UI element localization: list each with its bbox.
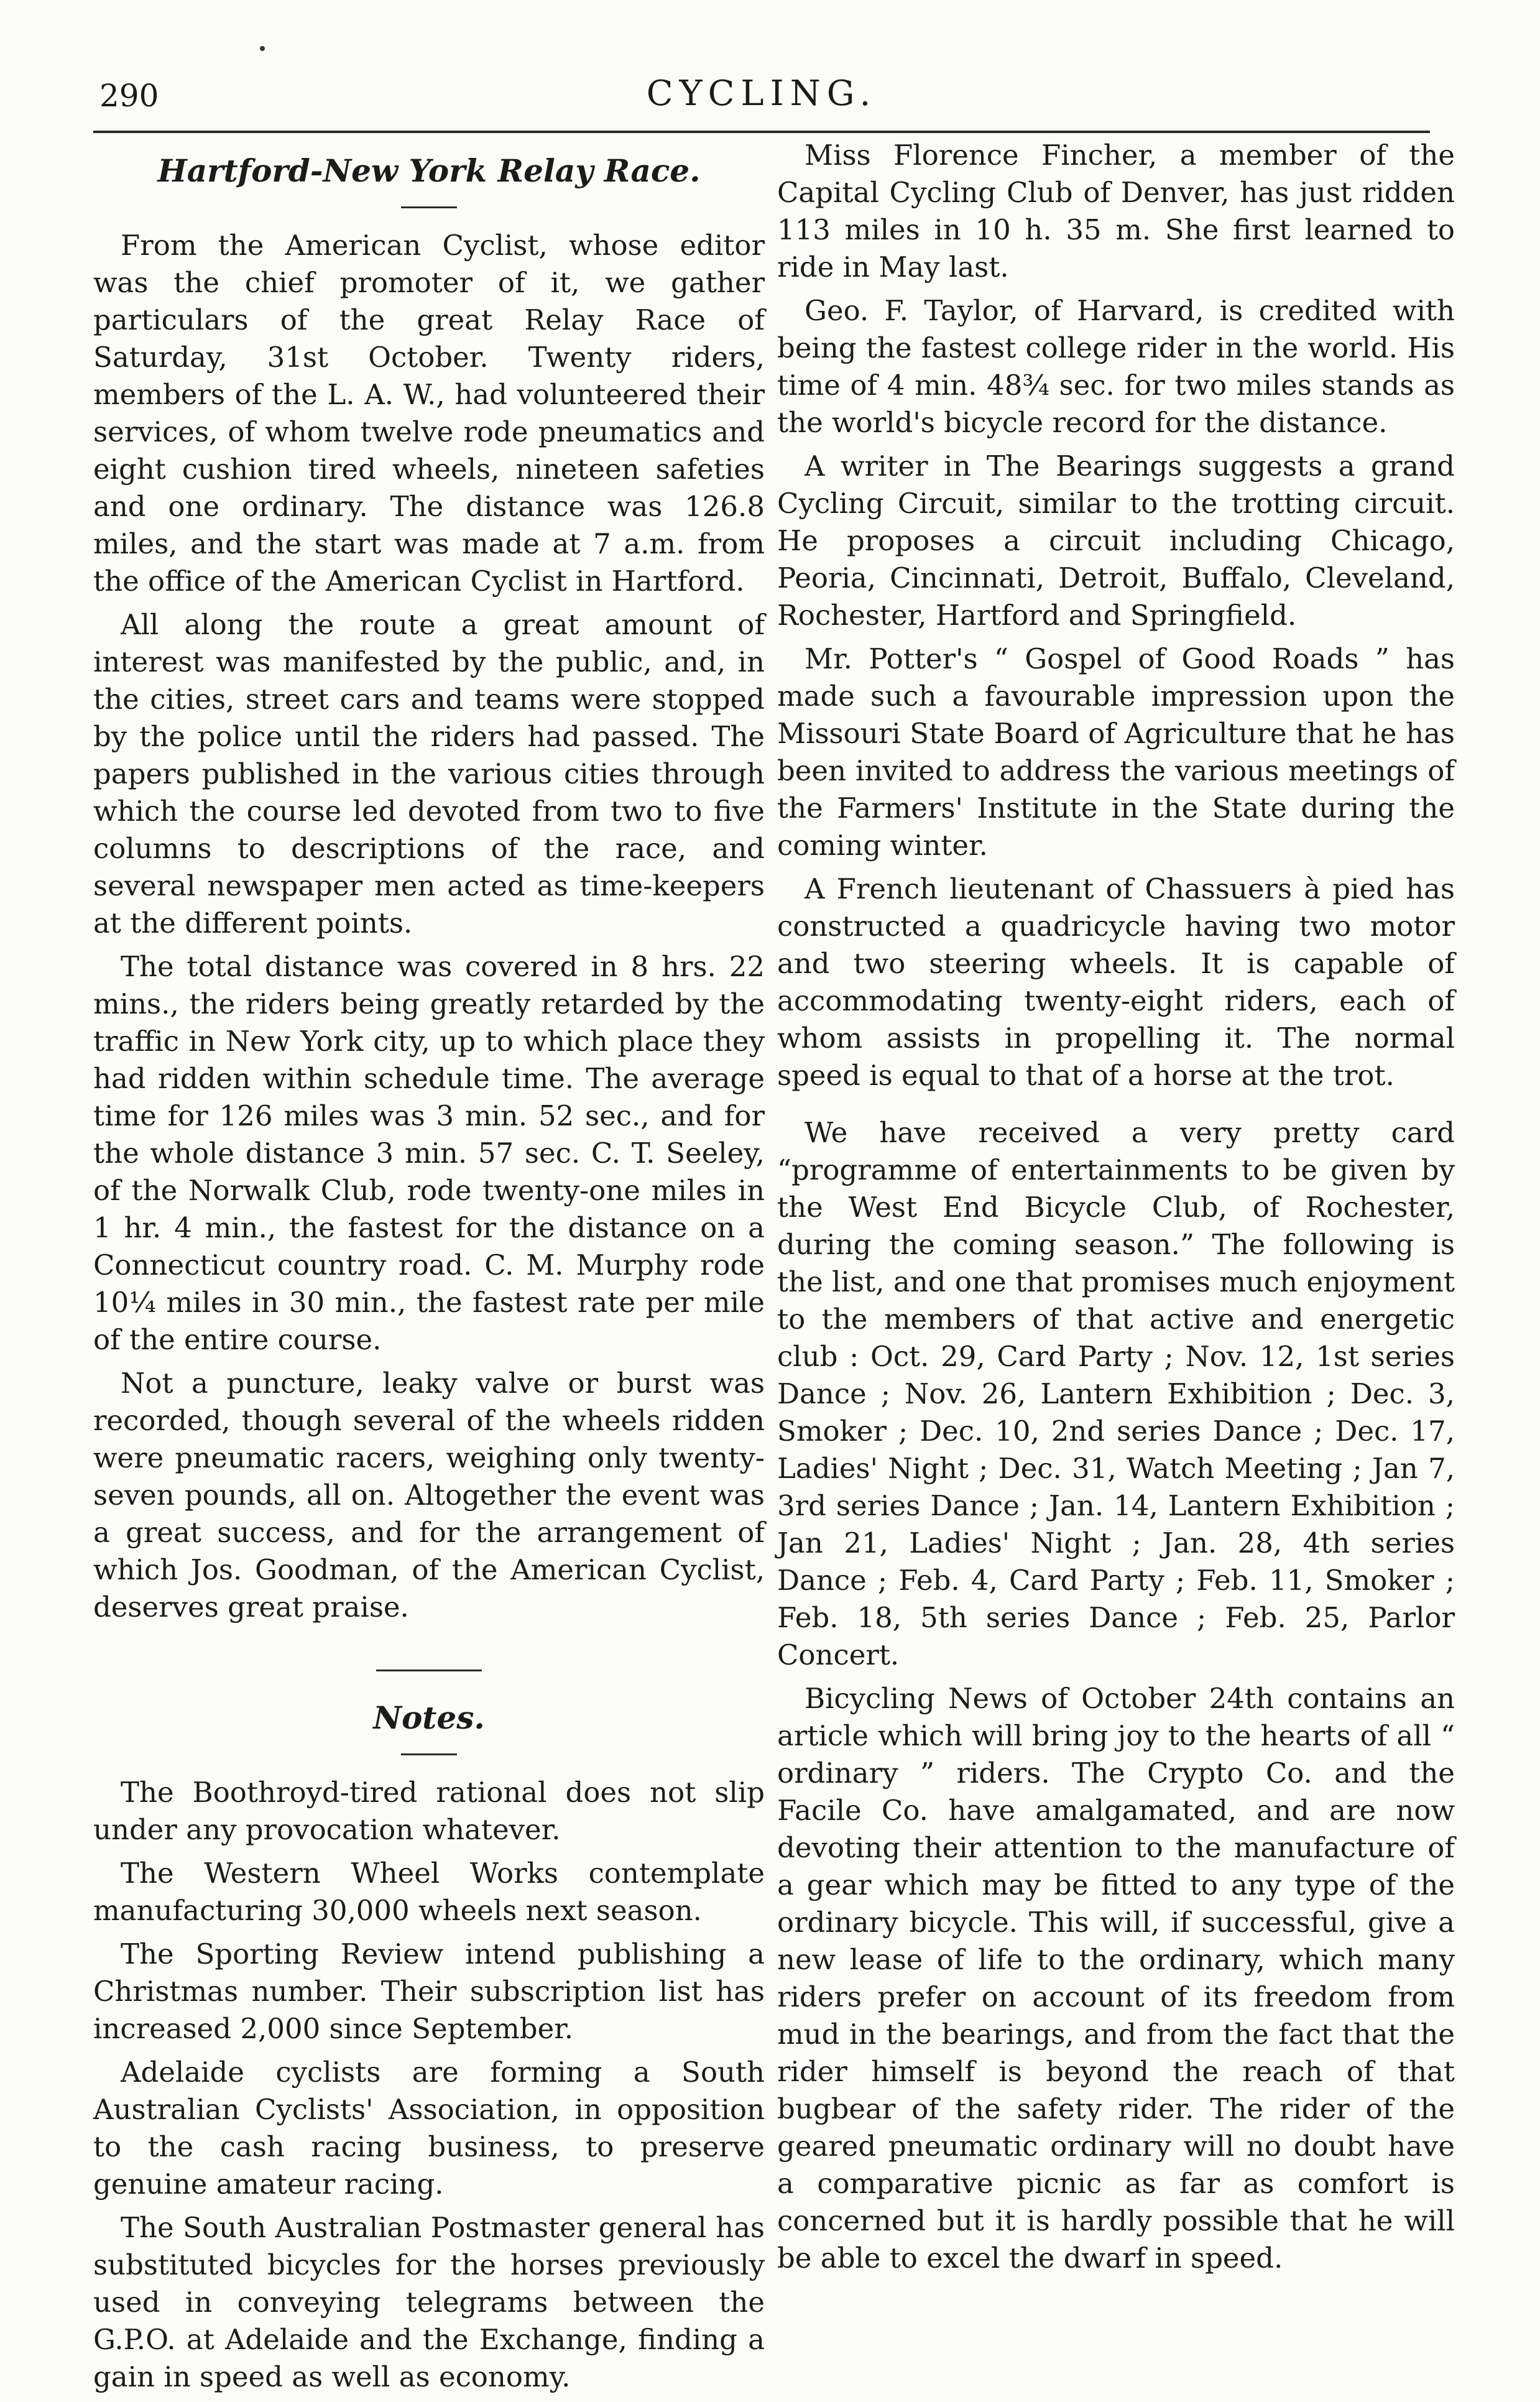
notes-heading: Notes. bbox=[373, 1699, 485, 1736]
header-rule bbox=[93, 131, 1430, 133]
paragraph-gap bbox=[777, 1101, 1455, 1114]
relay-paragraph-3: The total distance was covered in 8 hrs. 22 mins., the riders being greatly retarded by the traffic in New York city, up to which place they had ridden within schedule time. The average time for 126 miles was 3 min. 52 sec., and for the whole distance 3 min. 57 sec. C. T. Seeley, of the Norwalk Club, rode twenty-one miles in 1 hr. 4 min., the fastest for the distance on a Connecticut country road. C. M. Murphy rode 10¼ miles in 30 min., the fastest rate per mile of the entire course. bbox=[93, 950, 765, 1356]
running-title: CYCLING. bbox=[646, 73, 877, 114]
page-header bbox=[93, 62, 1430, 118]
section-divider bbox=[376, 1670, 482, 1671]
notes-heading-rule bbox=[401, 1753, 457, 1755]
right-paragraph-1: Miss Florence Fincher, a member of the Capital Cycling Club of Denver, has just ridden 113 miles in 10 h. 35 m. She first learned to ride in May last. bbox=[777, 139, 1455, 284]
note-paragraph-2: The Western Wheel Works contemplate manufacturing 30,000 wheels next season. bbox=[93, 1857, 765, 1927]
note-paragraph-1: The Boothroyd-tired rational does not slip under any provocation whatever. bbox=[93, 1776, 765, 1846]
right-paragraph-3: A writer in The Bearings suggests a grand Cycling Circuit, similar to the trotting circuit. He proposes a circuit including Chicago, Peoria, Cincinnati, Detroit, Buffalo, Cleveland, Rochester, Hartford and Springfield. bbox=[777, 450, 1455, 632]
right-paragraph-6: We have received a very pretty card “programme of entertainments to be given by the West End Bicycle Club, of Rochester, during the coming season.” The following is the list, and one that promises much enjoyment to the members of that active and energetic club : Oct. 29, Card Party ; Nov. 12, 1st series Dance ; Nov. 26, Lantern Exhibition ; Dec. 3, Smoker ; Dec. 10, 2nd series Dance ; Dec. 17, Ladies' Night ; Dec. 31, Watch Meeting ; Jan 7, 3rd series Dance ; Jan. 14, Lantern Exhibition ; Jan 21, Ladies' Night ; Jan. 28, 4th series Dance ; Feb. 4, Card Party ; Feb. 11, Smoker ; Feb. 18, 5th series Dance ; Feb. 25, Parlor Concert. bbox=[777, 1116, 1455, 1671]
note-paragraph-5: The South Australian Postmaster general has substituted bicycles for the horses previously used in conveying telegrams between the G.P.O. at Adelaide and the Exchange, finding a gain in speed as well as economy. bbox=[93, 2211, 765, 2393]
note-paragraph-3: The Sporting Review intend publishing a Christmas number. Their subscription list has increased 2,000 since September. bbox=[93, 1938, 765, 2045]
relay-race-heading: Hartford-New York Relay Race. bbox=[157, 152, 701, 189]
ink-speck bbox=[260, 46, 265, 51]
right-paragraph-7: Bicycling News of October 24th contains an article which will bring joy to the hearts of all “ ordinary ” riders. The Crypto Co. and the Facile Co. have amalgamated, and are now devoting their attention to the manufacture of a gear which may be fitted to any type of the ordinary bicycle. This will, if successful, give a new lease of life to the ordinary, which many riders prefer on account of its freedom from mud in the bearings, and from the fact that the rider himself is beyond the reach of that bugbear of the safety rider. The rider of the geared pneumatic ordinary will no doubt have a comparative picnic as far as comfort is concerned but it is hardly possible that he will be able to excel the dwarf in speed. bbox=[777, 1682, 1455, 2275]
heading-rule bbox=[401, 206, 457, 208]
left-column bbox=[93, 137, 765, 2402]
right-paragraph-2: Geo. F. Taylor, of Harvard, is credited with being the fastest college rider in the world. His time of 4 min. 48¾ sec. for two miles stands as the world's bicycle record for the distance. bbox=[777, 294, 1455, 439]
relay-paragraph-1: From the American Cyclist, whose editor was the chief promoter of it, we gather particulars of the great Relay Race of Saturday, 31st October. Twenty riders, members of the L. A. W., had volunteered their services, of whom twelve rode pneumatics and eight cushion tired wheels, nineteen safeties and one ordinary. The distance was 126.8 miles, and the start was made at 7 a.m. from the office of the American Cyclist in Hartford. bbox=[93, 229, 765, 598]
relay-paragraph-2: All along the route a great amount of interest was manifested by the public, and, in the cities, street cars and teams were stopped by the police until the riders had passed. The papers published in the various cities through which the course led devoted from two to five columns to descriptions of the race, and several newspaper men acted as time-keepers at the different points. bbox=[93, 608, 765, 940]
right-paragraph-4: Mr. Potter's “ Gospel of Good Roads ” has made such a favourable impression upon the Missouri State Board of Agriculture that he has been invited to address the various meetings of the Farmers' Institute in the State during the coming winter. bbox=[777, 642, 1455, 862]
right-paragraph-5: A French lieutenant of Chassuers à pied has constructed a quadricycle having two motor and two steering wheels. It is capable of accommodating twenty-eight riders, each of whom assists in propelling it. The normal speed is equal to that of a horse at the trot. bbox=[777, 872, 1455, 1092]
page-number: 290 bbox=[99, 78, 159, 114]
note-paragraph-4: Adelaide cyclists are forming a South Australian Cyclists' Association, in opposition to the cash racing business, to preserve genuine amateur racing. bbox=[93, 2056, 765, 2201]
relay-paragraph-4: Not a puncture, leaky valve or burst was recorded, though several of the wheels ridden were pneumatic racers, weighing only twenty-seven pounds, all on. Altogether the event was a great success, and for the arrangement of which Jos. Goodman, of the American Cyclist, deserves great praise. bbox=[93, 1367, 765, 1624]
right-column bbox=[777, 137, 1455, 2283]
